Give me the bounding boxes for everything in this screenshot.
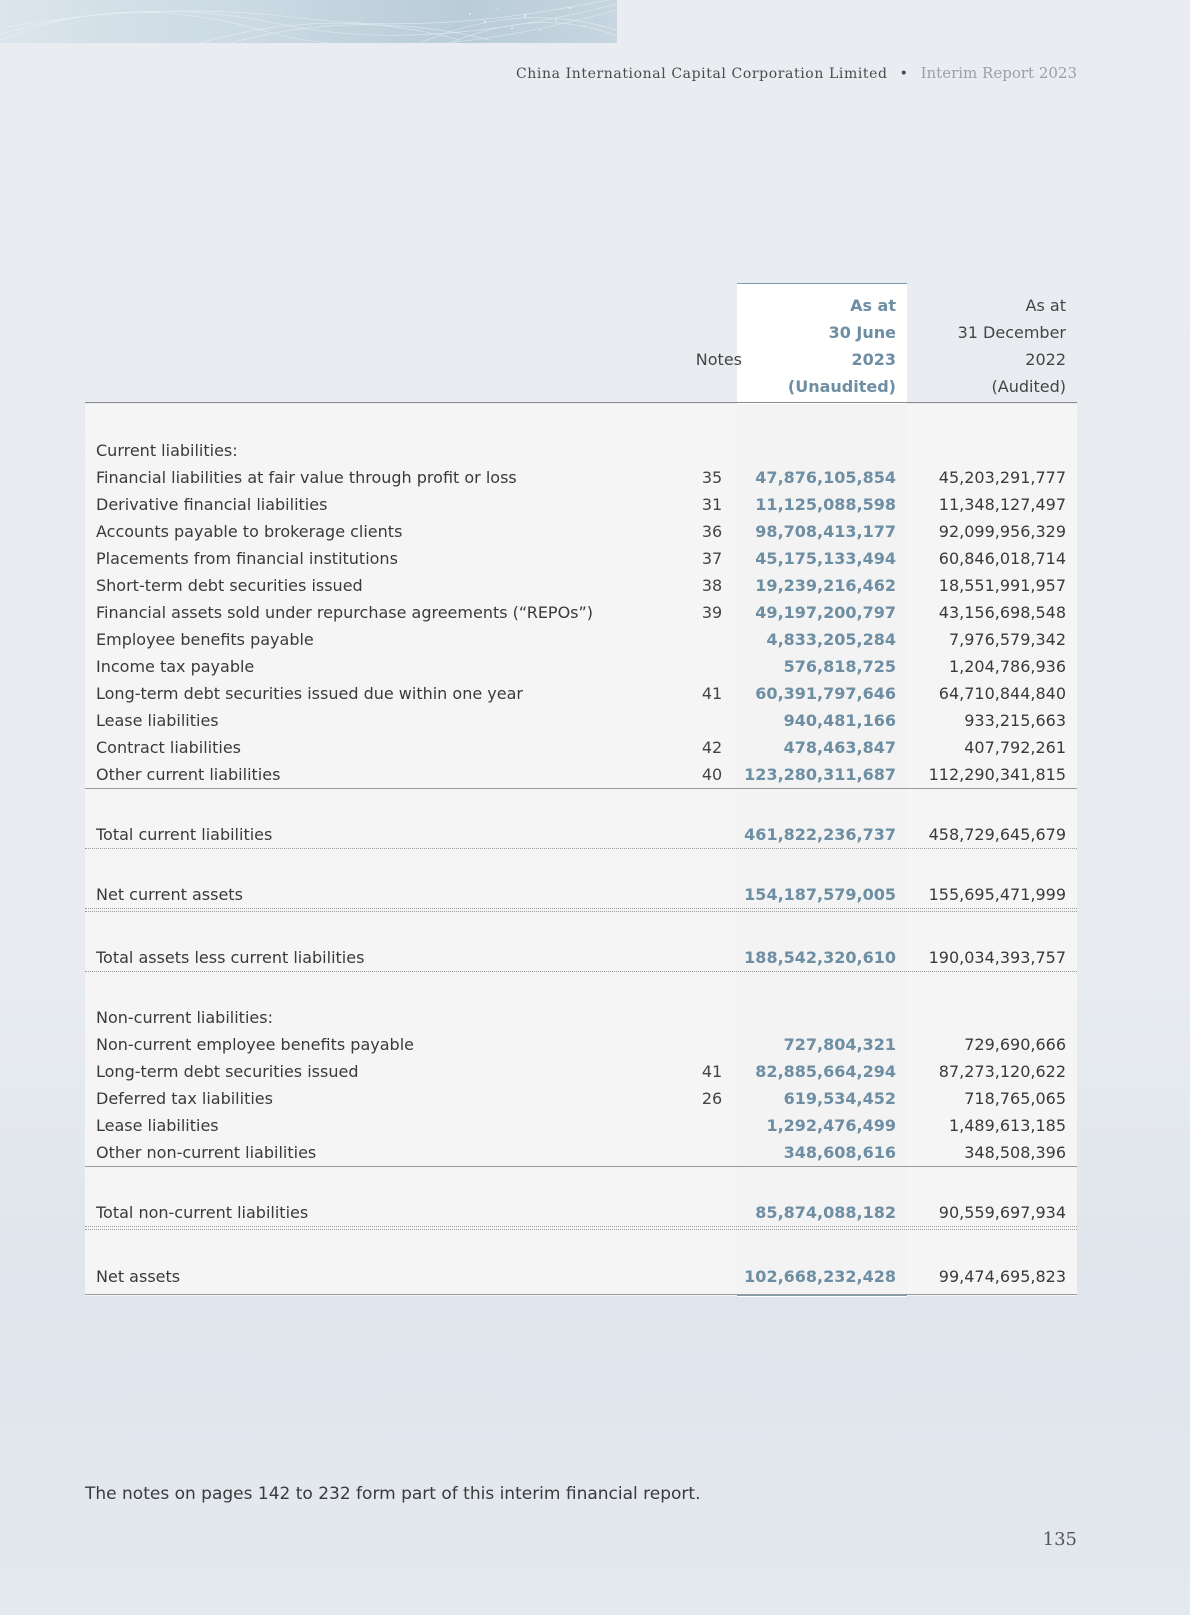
table-row	[85, 545, 1077, 572]
row-note: 39	[701, 603, 723, 622]
row-label: Employee benefits payable	[96, 630, 314, 649]
row-current-value: 45,175,133,494	[755, 549, 896, 568]
current-header-line: 2023	[851, 350, 896, 369]
notes-column-header: Notes	[695, 350, 742, 369]
table-row	[85, 680, 1077, 707]
dotted-rule	[85, 971, 1077, 972]
subtotal-rule	[85, 788, 1077, 789]
row-previous-value: 933,215,663	[964, 711, 1066, 730]
section-heading	[85, 1004, 1077, 1031]
row-note: 42	[701, 738, 723, 757]
dotted-rule	[85, 1229, 1077, 1230]
row-current-value: 47,876,105,854	[755, 468, 896, 487]
row-current-value: 98,708,413,177	[755, 522, 896, 541]
table-row	[85, 1058, 1077, 1085]
row-label: Other non-current liabilities	[96, 1143, 317, 1162]
table-row	[85, 1085, 1077, 1112]
row-current-value: 461,822,236,737	[744, 825, 896, 844]
table-row	[85, 491, 1077, 518]
dotted-rule	[85, 1226, 1077, 1227]
row-previous-value: 11,348,127,497	[938, 495, 1066, 514]
row-current-value: 85,874,088,182	[755, 1203, 896, 1222]
total-row	[85, 1263, 1077, 1290]
row-label: Derivative financial liabilities	[96, 495, 328, 514]
row-previous-value: 43,156,698,548	[938, 603, 1066, 622]
dotted-rule	[85, 848, 1077, 849]
row-note: 37	[701, 549, 723, 568]
row-previous-value: 348,508,396	[964, 1143, 1066, 1162]
table-row	[85, 734, 1077, 761]
table-row	[85, 1112, 1077, 1139]
row-previous-value: 7,976,579,342	[948, 630, 1066, 649]
row-previous-value: 190,034,393,757	[928, 948, 1066, 967]
row-previous-value: 99,474,695,823	[938, 1267, 1066, 1286]
row-note: 31	[701, 495, 723, 514]
dotted-rule	[85, 908, 1077, 909]
table-row	[85, 572, 1077, 599]
table-row	[85, 707, 1077, 734]
row-previous-value: 1,204,786,936	[948, 657, 1066, 676]
footnote: The notes on pages 142 to 232 form part of this interim financial report.	[85, 1484, 701, 1504]
current-header-line: As at	[850, 296, 896, 315]
row-label: Income tax payable	[96, 657, 255, 676]
row-current-value: 123,280,311,687	[744, 765, 896, 784]
wave-pattern-graphic	[0, 0, 617, 43]
bottom-rule	[85, 1294, 1077, 1295]
current-header-line: (Unaudited)	[787, 377, 896, 396]
header-rule	[85, 402, 1077, 403]
row-label: Financial assets sold under repurchase agreements (“REPOs”)	[96, 603, 594, 622]
row-current-value: 478,463,847	[783, 738, 896, 757]
row-note: 36	[701, 522, 723, 541]
row-previous-value: 155,695,471,999	[928, 885, 1066, 904]
row-current-value: 940,481,166	[783, 711, 896, 730]
row-label: Accounts payable to brokerage clients	[96, 522, 403, 541]
row-current-value: 619,534,452	[783, 1089, 896, 1108]
row-label: Long-term debt securities issued	[96, 1062, 359, 1081]
row-label: Lease liabilities	[96, 1116, 219, 1135]
running-header	[516, 64, 1077, 82]
row-current-value: 102,668,232,428	[744, 1267, 896, 1286]
row-previous-value: 718,765,065	[964, 1089, 1066, 1108]
previous-header-line: 2022	[1025, 350, 1066, 369]
row-current-value: 82,885,664,294	[755, 1062, 896, 1081]
row-label: Deferred tax liabilities	[96, 1089, 273, 1108]
row-current-value: 1,292,476,499	[766, 1116, 896, 1135]
page-number: 135	[1042, 1529, 1077, 1550]
row-label: Lease liabilities	[96, 711, 219, 730]
section-heading-label: Current liabilities:	[96, 441, 238, 460]
row-label: Total current liabilities	[96, 825, 273, 844]
row-previous-value: 1,489,613,185	[948, 1116, 1066, 1135]
row-label: Other current liabilities	[96, 765, 281, 784]
row-label: Non-current employee benefits payable	[96, 1035, 414, 1054]
row-previous-value: 90,559,697,934	[938, 1203, 1066, 1222]
total-row	[85, 821, 1077, 848]
table-row	[85, 1031, 1077, 1058]
row-previous-value: 407,792,261	[964, 738, 1066, 757]
row-label: Total assets less current liabilities	[96, 948, 365, 967]
row-current-value: 727,804,321	[783, 1035, 896, 1054]
previous-period-header	[907, 292, 1066, 400]
row-previous-value: 64,710,844,840	[938, 684, 1066, 703]
row-label: Placements from financial institutions	[96, 549, 398, 568]
table-row	[85, 1139, 1077, 1166]
table-row	[85, 653, 1077, 680]
row-label: Long-term debt securities issued due within one year	[96, 684, 523, 703]
current-period-header	[737, 292, 896, 400]
row-current-value: 154,187,579,005	[744, 885, 896, 904]
row-previous-value: 458,729,645,679	[928, 825, 1066, 844]
row-previous-value: 45,203,291,777	[938, 468, 1066, 487]
row-current-value: 188,542,320,610	[744, 948, 896, 967]
row-previous-value: 112,290,341,815	[928, 765, 1066, 784]
row-label: Contract liabilities	[96, 738, 241, 757]
total-row	[85, 1199, 1077, 1226]
row-current-value: 60,391,797,646	[755, 684, 896, 703]
row-current-value: 19,239,216,462	[755, 576, 896, 595]
company-name: China International Capital Corporation Limited	[515, 66, 888, 82]
row-current-value: 11,125,088,598	[755, 495, 896, 514]
row-note: 38	[701, 576, 723, 595]
row-current-value: 4,833,205,284	[766, 630, 896, 649]
table-row	[85, 518, 1077, 545]
section-heading-label: Non-current liabilities:	[96, 1008, 273, 1027]
row-previous-value: 729,690,666	[964, 1035, 1066, 1054]
row-label: Net current assets	[96, 885, 243, 904]
row-note: 40	[701, 765, 723, 784]
previous-header-line: As at	[1025, 296, 1066, 315]
row-previous-value: 60,846,018,714	[938, 549, 1066, 568]
row-label: Short-term debt securities issued	[96, 576, 363, 595]
previous-header-line: 31 December	[957, 323, 1066, 342]
row-label: Net assets	[96, 1267, 181, 1286]
row-current-value: 348,608,616	[783, 1143, 896, 1162]
table-row	[85, 626, 1077, 653]
row-current-value: 49,197,200,797	[755, 603, 896, 622]
header-banner-image	[0, 0, 617, 43]
row-note: 41	[701, 1062, 723, 1081]
row-note: 26	[701, 1089, 723, 1108]
subtotal-rule	[85, 1166, 1077, 1167]
table-row	[85, 599, 1077, 626]
header-separator: •	[899, 66, 909, 82]
table-row	[85, 464, 1077, 491]
row-previous-value: 92,099,956,329	[938, 522, 1066, 541]
total-row	[85, 881, 1077, 908]
previous-header-line: (Audited)	[991, 377, 1066, 396]
row-label: Financial liabilities at fair value through profit or loss	[96, 468, 517, 487]
current-header-line: 30 June	[828, 323, 896, 342]
section-heading	[85, 437, 1077, 464]
report-title: Interim Report 2023	[920, 64, 1077, 82]
row-label: Total non-current liabilities	[96, 1203, 309, 1222]
row-previous-value: 87,273,120,622	[938, 1062, 1066, 1081]
row-current-value: 576,818,725	[783, 657, 896, 676]
row-note: 35	[701, 468, 723, 487]
total-row	[85, 944, 1077, 971]
row-previous-value: 18,551,991,957	[938, 576, 1066, 595]
dotted-rule	[85, 911, 1077, 912]
row-note: 41	[701, 684, 723, 703]
table-row	[85, 761, 1077, 788]
